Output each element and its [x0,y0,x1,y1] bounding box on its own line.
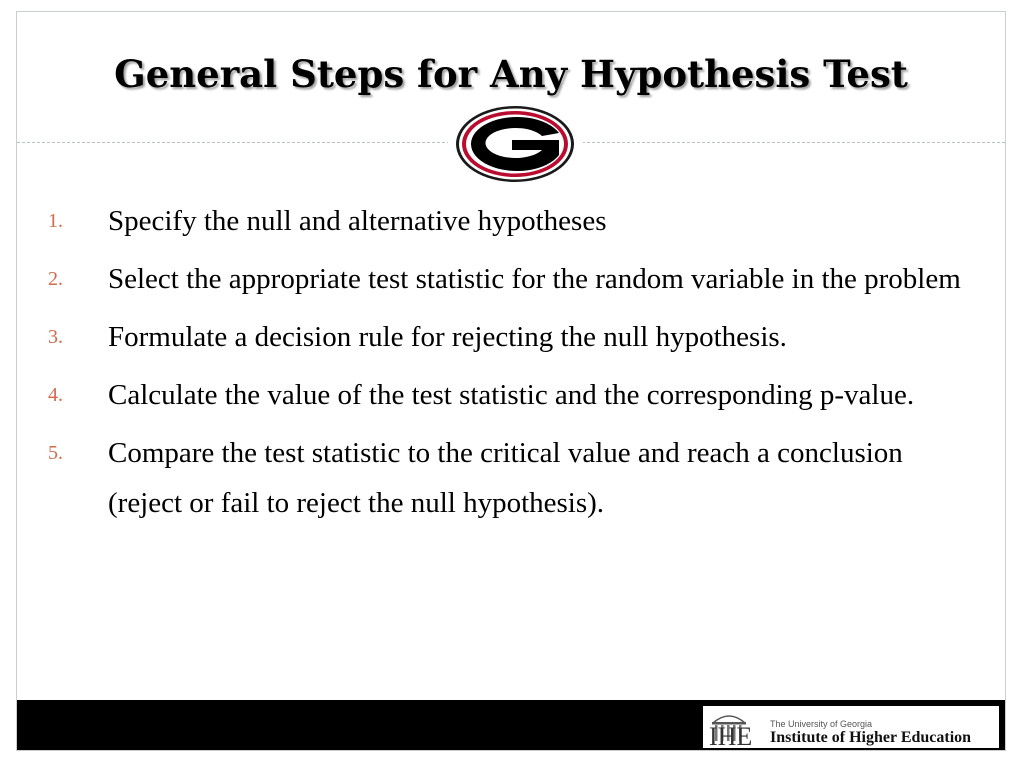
step-text: Specify the null and alternative hypotheses [108,205,607,237]
step-text: Formulate a decision rule for rejecting the null hypothesis. [108,321,787,353]
university-name: The University of Georgia [770,719,873,729]
list-item [48,370,978,420]
step-number: 1. [48,210,63,232]
list-item [48,254,978,304]
ihe-mark-text: IHE [709,722,753,747]
list-item [48,196,978,246]
step-number: 4. [48,384,63,406]
step-number: 3. [48,326,63,348]
step-text: Select the appropriate test statistic for the random variable in the problem [108,263,961,295]
institute-name: Institute of Higher Education [770,729,972,746]
ihe-arch-icon [709,709,773,747]
list-item [48,428,978,528]
step-number: 2. [48,268,63,290]
footer-bar [17,700,1005,750]
georgia-g-logo-icon [448,103,583,185]
steps-list [48,196,978,536]
ihe-logo [703,706,999,748]
step-text: Calculate the value of the test statistic and the corresponding p-value. [108,379,915,411]
step-text: Compare the test statistic to the critical value and reach a conclusion (reject or fail to reject the null hypothesis). [108,437,903,519]
step-number: 5. [48,442,63,464]
slide-title: General Steps for Any Hypothesis Test [114,52,908,96]
list-item [48,312,978,362]
